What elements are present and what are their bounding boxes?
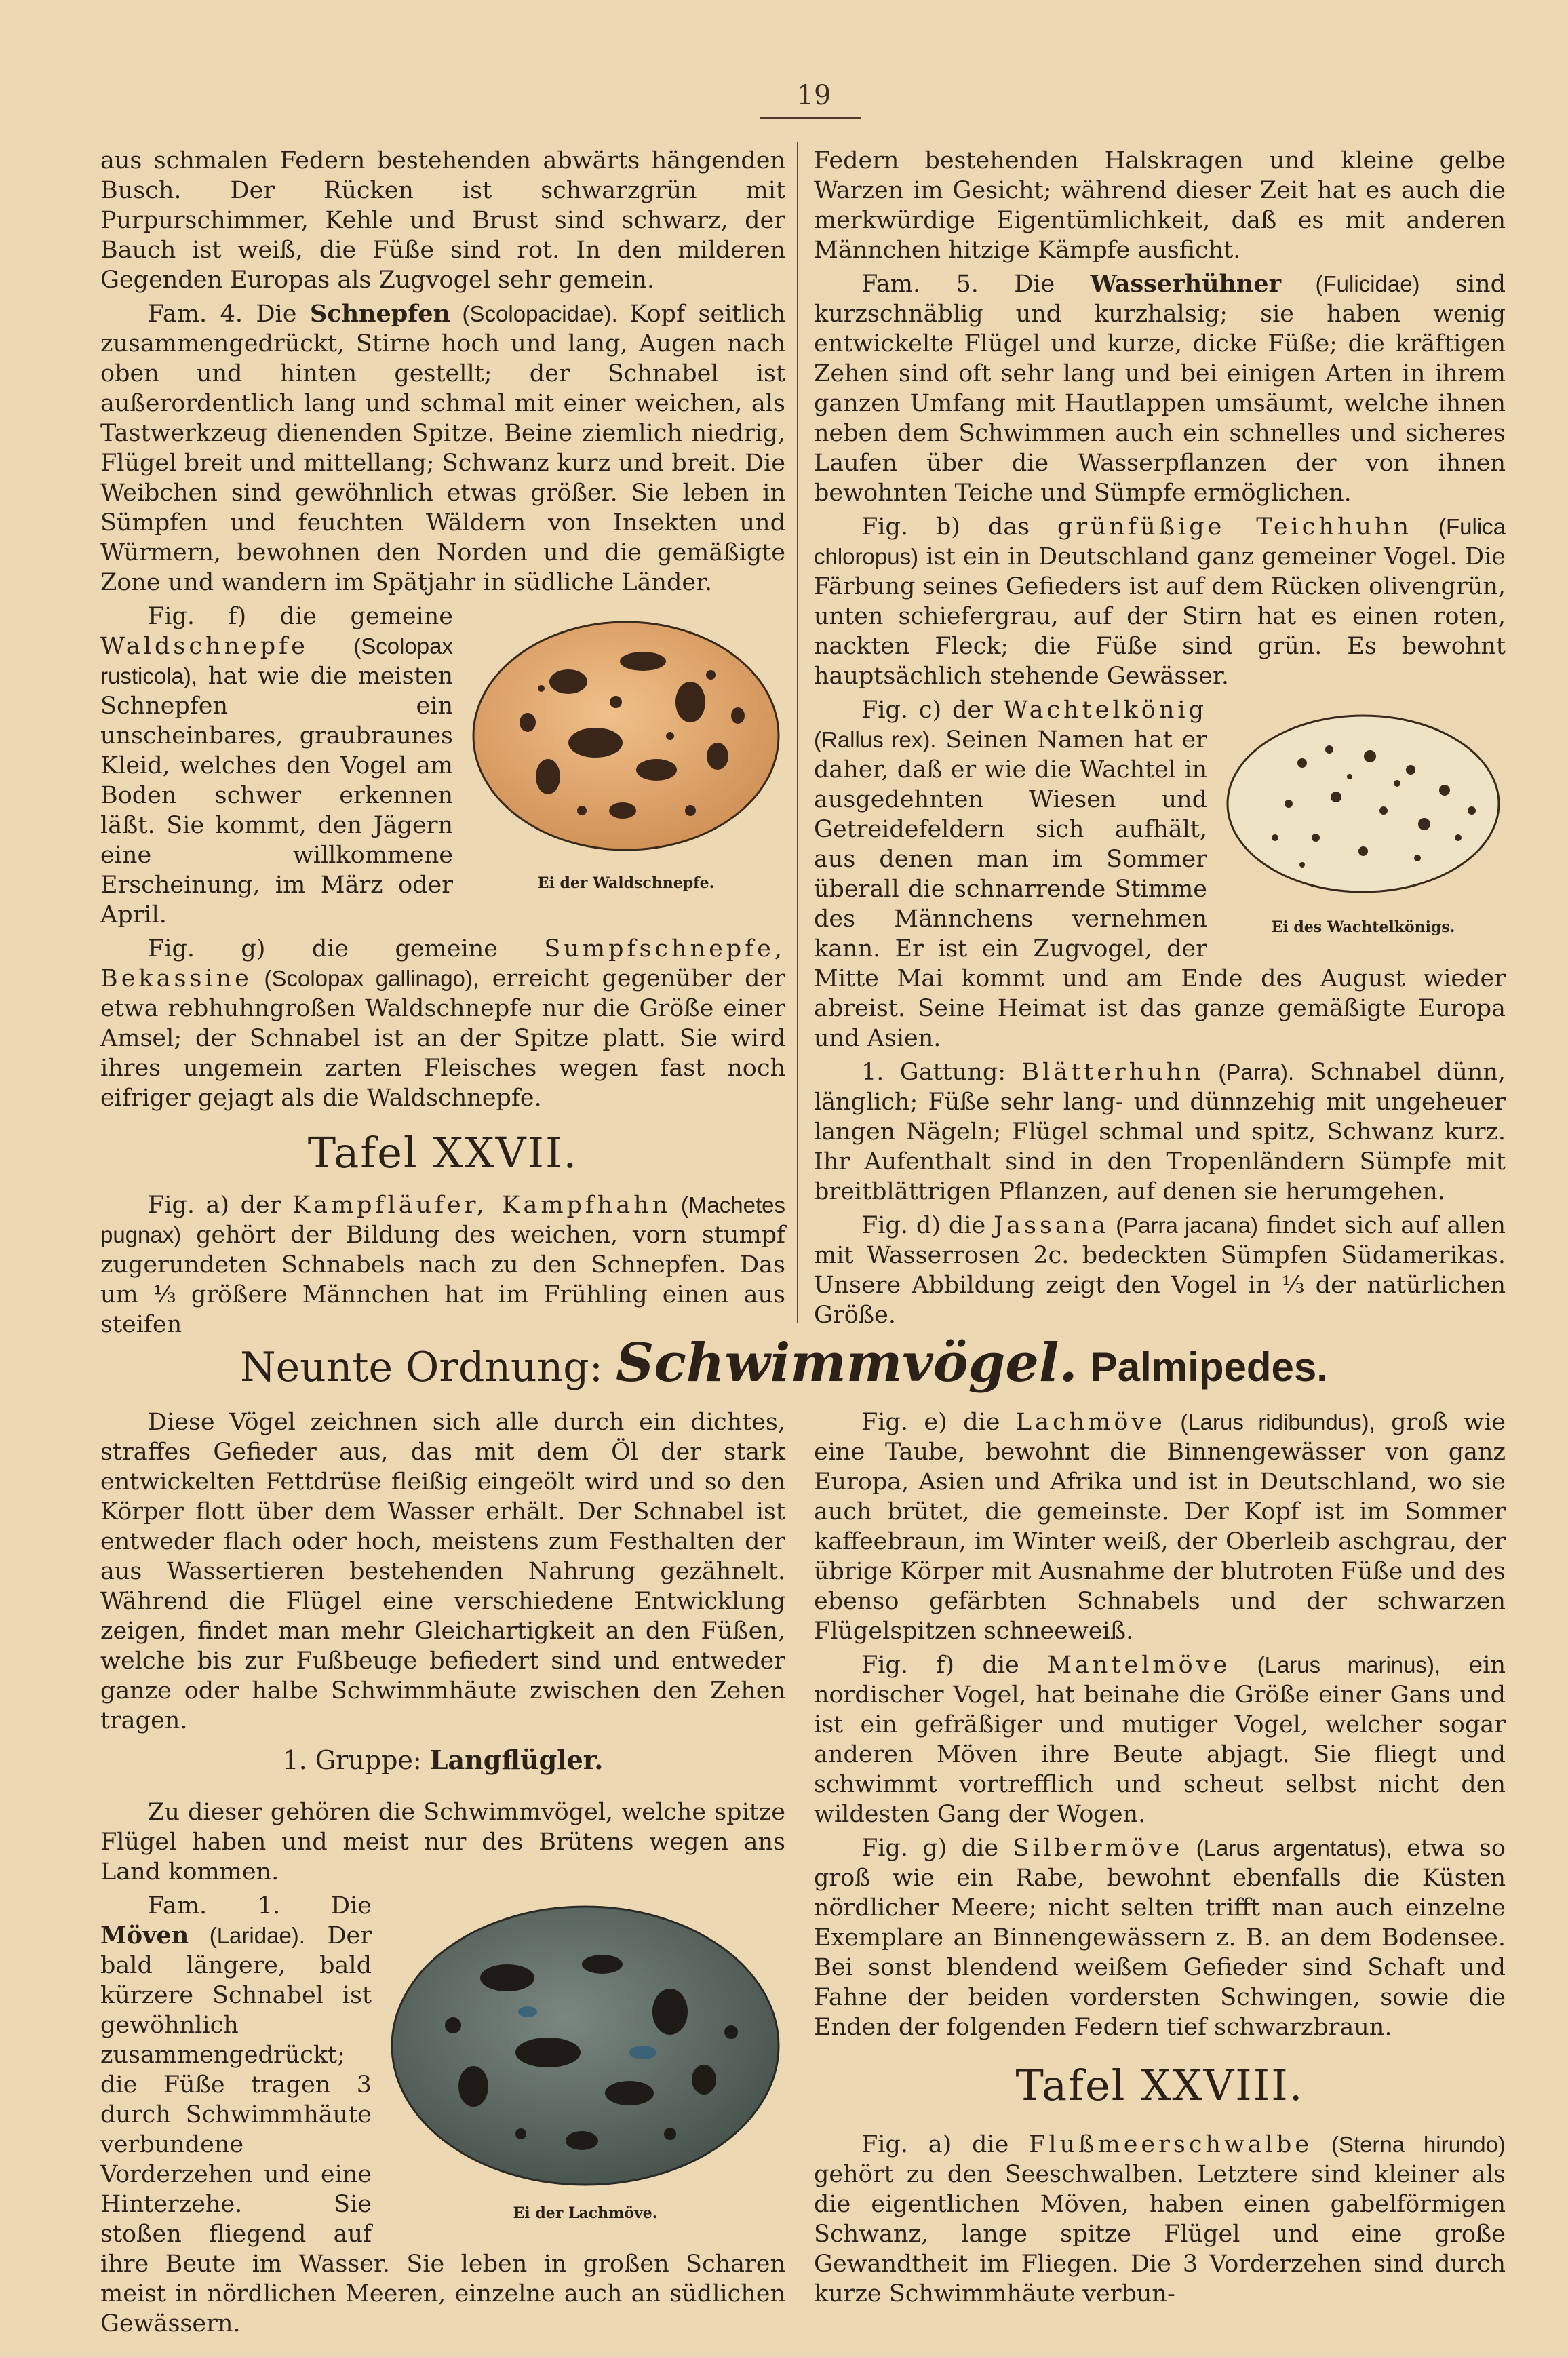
paragraph-lachmoeve: Fig. e) die Lachmöve (Larus ridibundus), groß wie eine Taube, bewohnt die Binnengewässer von ganz Europa, Asien und Afrika und ist in Deutschland, wo sie auch brütet, die gemeinste. Der Kopf ist im Sommer kaffeebraun, im Winter weiß, der Oberleib aschgrau, der übrige Körper mit Ausnahme der blutroten Füße und des ebenso gefärbten Schnabels und der schwarzen Flügelspitzen schneeweiß. xyxy=(814,1409,1506,1645)
tafel-xxvii-heading: Tafel XXVII. xyxy=(307,1128,579,1177)
order-latin: Palmipedes. xyxy=(1090,1344,1328,1390)
paragraph-laridae: Fam. 1. Die Möven (Laridae). Der bald längere, bald kürzere Schnabel ist gewöhnlich zusammengedrückt; die Füße tragen 3 durch Schwimmhäute verbundene Vorderzehen und eine Hinterzehe. Sie stoßen fliegend auf ihre Beute im Wasser. Sie leben in großen Scharen meist in nördlichen Meeren, einzelne auch an südlichen Gewässern. xyxy=(100,1892,785,2337)
species-name: Jassana xyxy=(994,1212,1110,1239)
species-name: Sumpfschnepfe, Bekassine xyxy=(100,935,785,992)
species-name: Wachtelkönig xyxy=(1003,697,1207,724)
paragraph-flussmeerschwalbe: Fig. a) die Flußmeerschwalbe (Sterna hirundo) gehört zu den Seeschwalben. Letztere sind kleiner als die eigentlichen Möven, haben einen gabelförmigen Schwanz, lange spitze Flügel und eine große Gewandtheit im Fliegen. Die 3 Vorderzehen sind durch kurze Schwimmhäute verbun- xyxy=(814,2131,1506,2307)
paragraph-blaetterhuhn: 1. Gattung: Blätterhuhn (Parra). Schnabel dünn, länglich; Füße sehr lang- und dünnzehig mit ungeheuer langen Nägeln; Flügel schmal und spitz, Schwanz kurz. Ihr Aufenthalt sind in den Tropenländern Sümpfe mit breitblättrigen Pflanzen, auf denen sie herumgehen. xyxy=(814,1059,1506,1205)
genus-name: Blätterhuhn xyxy=(1021,1059,1204,1086)
egg-wachtelkoenig-image xyxy=(1221,702,1506,905)
gruppe-name: Langflügler. xyxy=(429,1745,604,1775)
family-name: Schnepfen xyxy=(309,300,450,328)
species-name: Flußmeerschwalbe xyxy=(1029,2131,1313,2158)
family-name: Möven xyxy=(100,1922,189,1949)
species-name: Mantelmöve xyxy=(1047,1652,1231,1679)
paragraph-scolopacidae: Fam. 4. Die Schnepfen (Scolopacidae). Kopf seitlich zusammengedrückt, Stirne hoch und lang, Augen nach oben und hinten gestellt; der Schnabel ist außerordentlich lang und schmal mit einer weichen, als Tastwerkzeug dienenden Spitze. Beine ziemlich niedrig, Flügel breit und mittellang; Schwanz kurz und breit. Die Weibchen sind gewöhnlich etwas größer. Sie leben in Sümpfen und feuchten Wäldern von Insekten und Würmern, bewohnen den Norden und die gemäßigte Zone und wandern im Spätjahr in südliche Länder. xyxy=(100,300,786,596)
gruppe-heading: 1. Gruppe: Langflügler. xyxy=(282,1745,604,1775)
tafel-xxvii-text xyxy=(100,1190,785,1344)
egg-figure-wachtelkoenig xyxy=(1221,702,1506,946)
paragraph-continuation-right: Federn bestehenden Halskragen und kleine gelbe Warzen im Gesicht; während dieser Zeit hat es auch die merkwürdige Eigentümlichkeit, daß es mit anderen Männchen hitzige Kämpfe ausficht. xyxy=(814,147,1506,264)
column-divider xyxy=(797,142,798,1323)
paragraph-mantelmoeve: Fig. f) die Mantelmöve (Larus marinus), ein nordischer Vogel, hat beinahe die Größe einer Gans und ist ein gefräßiger und mutiger Vogel, welcher sogar anderen Möven ihre Beute abjagt. Sie fliegt und schwimmt vortrefflich und scheut selbst nicht den wildesten Gang der Wogen. xyxy=(814,1652,1506,1828)
paragraph-continuation: aus schmalen Federn bestehenden abwärts hängenden Busch. Der Rücken ist schwarzgrün mit Purpurschimmer, Kehle und Brust sind schwarz, der Bauch ist weiß, die Füße sind rot. In den milderen Gegenden Europas als Zugvogel sehr gemein. xyxy=(100,147,785,294)
left-column-bottom xyxy=(100,1407,785,1740)
paragraph-kampflaeufer: Fig. a) der Kampfläufer, Kampfhahn (Machetes pugnax) gehört der Bildung des weichen, vorn stumpf zugerundeten Schnabels nach zu den Schnepfen. Das um ⅓ größere Männchen hat im Frühling einen aus steifen xyxy=(100,1192,785,1338)
left-column-top xyxy=(100,146,785,1117)
paragraph-teichhuhn: Fig. b) das grünfüßige Teichhuhn (Fulica chloropus) ist ein in Deutschland ganz gemeiner Vogel. Die Färbung seines Gefieders ist auf dem Rücken olivengrün, unten schiefergrau, auf der Stirn hat es einen roten, nackten Fleck; die Füße sind grün. Es bewohnt hauptsächlich stehende Gewässer. xyxy=(814,513,1506,690)
order-prefix: Neunte Ordnung: xyxy=(240,1344,616,1391)
egg-lachmoeve-image xyxy=(385,1896,785,2195)
left-column-bottom-2 xyxy=(100,1797,785,2343)
egg-caption-waldschnepfe: Ei der Waldschnepfe. xyxy=(537,874,715,892)
paragraph-jassana: Fig. d) die Jassana (Parra jacana) findet sich auf allen mit Wasserrosen 2c. bedeckten Sümpfen Südamerikas. Unsere Abbildung zeigt den Vogel in ⅓ der natürlichen Größe. xyxy=(814,1212,1506,1329)
paragraph-langfluegler: Zu dieser gehören die Schwimmvögel, welche spitze Flügel haben und meist nur des Brütens wegen ans Land kommen. xyxy=(100,1799,785,1886)
egg-waldschnepfe-image xyxy=(467,607,785,865)
paragraph-silbermoeve: Fig. g) die Silbermöve (Larus argentatus), etwa so groß wie ein Rabe, bewohnt ebenfalls die Küsten nördlicher Meere; nicht selten trifft man auch einzelne Exemplare an Binnengewässern z. B. an dem Bodensee. Bei sonst blendend weißem Gefieder sind Schaft und Fahne der beiden vordersten Schwingen, sowie die Enden der folgenden Federn tief schwarzbraun. xyxy=(814,1835,1506,2041)
egg-caption-lachmoeve: Ei der Lachmöve. xyxy=(513,2204,658,2222)
right-column-bottom xyxy=(814,1407,1506,2046)
order-name: Schwimmvögel. xyxy=(615,1332,1078,1394)
order-heading xyxy=(0,1332,1568,1395)
page-number-rule xyxy=(760,117,861,119)
paragraph-fulicidae: Fam. 5. Die Wasserhühner (Fulicidae) sind kurzschnäblig und kurzhalsig; sie haben wenig entwickelte Flügel und kurze, dicke Füße; die kräftigen Zehen sind oft sehr lang und bei einigen Arten in ihrem ganzen Umfang mit Hautlappen umsäumt, welche ihnen neben dem Schwimmen auch ein schnelles und sicheres Laufen über die Wasserpflanzen der von ihnen bewohnten Teiche und Sümpfe ermöglichen. xyxy=(814,270,1506,507)
tafel-xxviii-text xyxy=(814,2130,1506,2313)
egg-figure-lachmoeve xyxy=(385,1896,785,2236)
family-name: Wasserhühner xyxy=(1090,270,1282,298)
paragraph-sumpfschnepfe: Fig. g) die gemeine Sumpfschnepfe, Bekassine (Scolopax gallinago), erreicht gegenüber der etwa rebhuhngroßen Waldschnepfe nur die Größe einer Amsel; der Schnabel ist an der Spitze platt. Sie wird ihres ungemein zarten Fleisches wegen fast noch eifriger gejagt als die Waldschnepfe. xyxy=(100,935,785,1112)
species-name: Lachmöve xyxy=(1015,1409,1166,1436)
species-name: Kampfläufer, Kampfhahn xyxy=(292,1192,671,1219)
species-name: grünfüßige Teichhuhn xyxy=(1057,513,1413,541)
page-number: 19 xyxy=(796,80,831,111)
species-name: Silbermöve xyxy=(1013,1835,1183,1862)
right-column-top xyxy=(814,146,1506,1334)
paragraph-waldschnepfe: Fig. f) die gemeine Waldschnepfe (Scolopax rusticola), hat wie die meisten Schnepfen ein unscheinbares, graubraunes Kleid, welches den Vogel am Boden schwer erkennen läßt. Sie kommt, den Jägern eine willkommene Erscheinung, im März oder April. xyxy=(100,603,453,929)
species-name: Waldschnepfe xyxy=(100,633,309,660)
paragraph-wachtelkoenig: Fig. c) der Wachtelkönig (Rallus rex). Seinen Namen hat er daher, daß er wie die Wachtel in ausgedehnten Wiesen und Getreidefeldern sich aufhält, aus denen man im Sommer überall die schnarrende Stimme des Männchens vernehmen kann. Er ist ein Zugvogel, der Mitte Mai kommt und am Ende des August wieder abreist. Seine Heimat ist das ganze gemäßigte Europa und Asien. xyxy=(814,697,1506,1052)
egg-caption-wachtelkoenig: Ei des Wachtelkönigs. xyxy=(1271,918,1455,936)
egg-figure-waldschnepfe xyxy=(467,607,785,892)
paragraph-schwimmvoegel-intro: Diese Vögel zeichnen sich alle durch ein dichtes, straffes Gefieder aus, das mit dem Öl der stark entwickelten Fettdrüse fleißig eingeölt wird und so den Körper flott über dem Wasser erhält. Der Schnabel ist entweder flach oder hoch, meistens zum Festhalten der aus Wassertieren bestehenden Nahrung gezähnelt. Während die Flügel eine verschiedene Entwicklung zeigen, findet man mehr Gleichartigkeit an den Füßen, welche bis zur Fußbeuge befiedert sind und entweder ganze oder halbe Schwimmhäute zwischen den Zehen tragen. xyxy=(100,1409,785,1734)
tafel-xxviii-heading: Tafel XXVIII. xyxy=(1015,2061,1304,2110)
